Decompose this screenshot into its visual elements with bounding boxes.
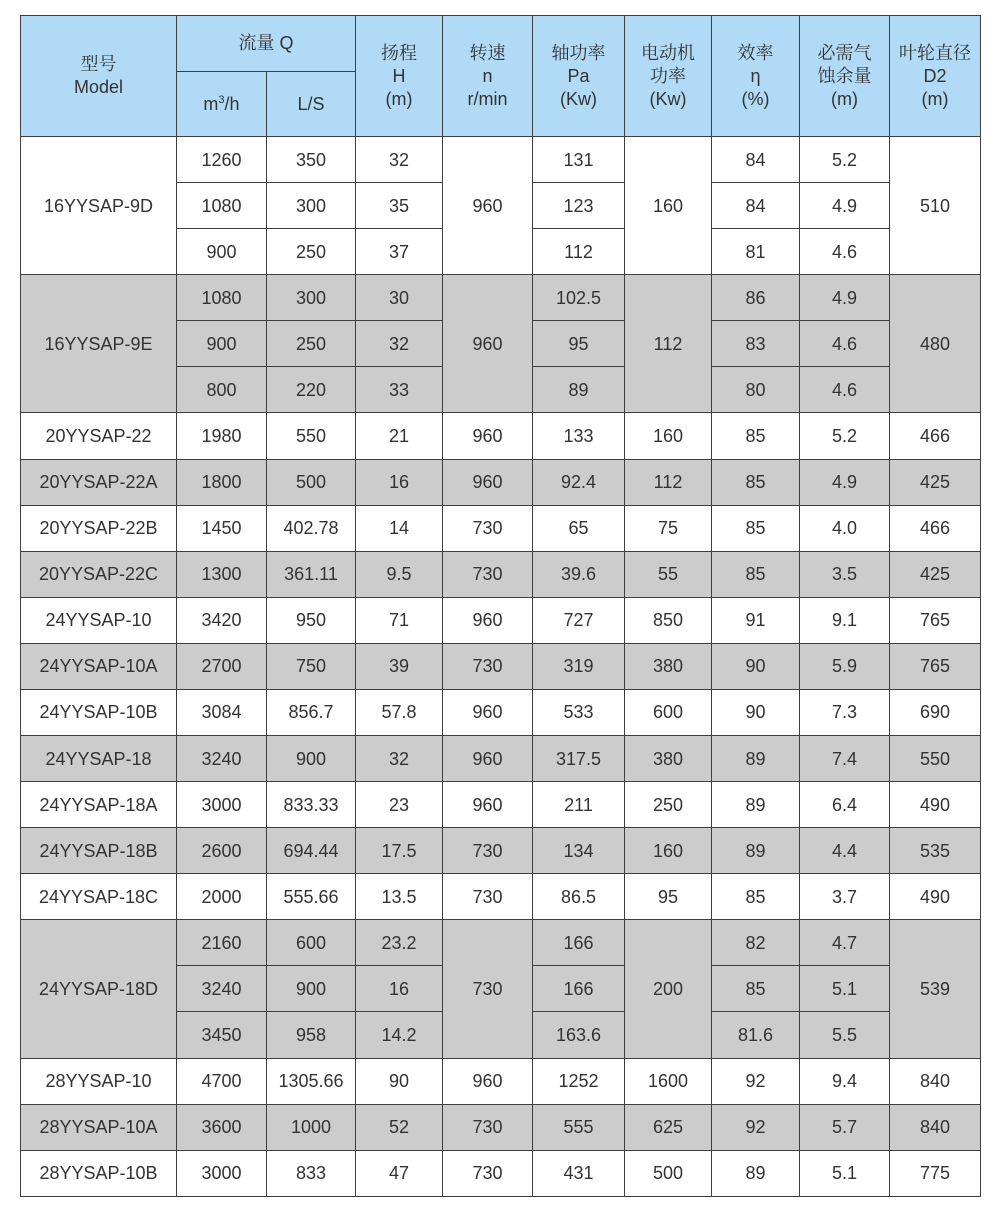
- npsh-cell: 6.4: [800, 782, 890, 828]
- flow-ls-cell: 300: [267, 183, 356, 229]
- head-cell: 32: [356, 137, 443, 183]
- header-flow: 流量 Q: [177, 16, 356, 72]
- efficiency-cell: 85: [712, 459, 800, 505]
- speed-cell: 730: [443, 643, 533, 689]
- head-cell: 57.8: [356, 689, 443, 735]
- flow-m3h-cell: 3000: [177, 1150, 267, 1196]
- shaft-power-cell: 533: [533, 689, 625, 735]
- model-cell: 28YYSAP-10: [21, 1058, 177, 1104]
- head-cell: 90: [356, 1058, 443, 1104]
- shaft-power-cell: 431: [533, 1150, 625, 1196]
- speed-cell: 960: [443, 782, 533, 828]
- npsh-cell: 3.5: [800, 551, 890, 597]
- flow-m3h-cell: 1980: [177, 413, 267, 459]
- impeller-cell: 539: [890, 920, 981, 1058]
- flow-ls-cell: 833: [267, 1150, 356, 1196]
- npsh-cell: 5.5: [800, 1012, 890, 1058]
- speed-cell: 730: [443, 1104, 533, 1150]
- head-cell: 14.2: [356, 1012, 443, 1058]
- flow-ls-cell: 950: [267, 597, 356, 643]
- npsh-cell: 4.9: [800, 459, 890, 505]
- motor-power-cell: 1600: [625, 1058, 712, 1104]
- motor-power-cell: 55: [625, 551, 712, 597]
- flow-ls-cell: 300: [267, 275, 356, 321]
- motor-power-cell: 625: [625, 1104, 712, 1150]
- npsh-cell: 7.4: [800, 736, 890, 782]
- efficiency-cell: 85: [712, 505, 800, 551]
- npsh-cell: 4.6: [800, 321, 890, 367]
- motor-power-cell: 200: [625, 920, 712, 1058]
- head-cell: 9.5: [356, 551, 443, 597]
- flow-m3h-cell: 2700: [177, 643, 267, 689]
- speed-cell: 730: [443, 828, 533, 874]
- impeller-cell: 550: [890, 736, 981, 782]
- shaft-power-cell: 102.5: [533, 275, 625, 321]
- flow-ls-cell: 833.33: [267, 782, 356, 828]
- head-cell: 23: [356, 782, 443, 828]
- flow-ls-cell: 958: [267, 1012, 356, 1058]
- impeller-cell: 840: [890, 1104, 981, 1150]
- speed-cell: 960: [443, 1058, 533, 1104]
- efficiency-cell: 92: [712, 1104, 800, 1150]
- npsh-cell: 5.2: [800, 137, 890, 183]
- head-cell: 47: [356, 1150, 443, 1196]
- impeller-cell: 775: [890, 1150, 981, 1196]
- header-speed: 转速 n r/min: [443, 16, 533, 137]
- impeller-cell: 765: [890, 643, 981, 689]
- efficiency-cell: 82: [712, 920, 800, 966]
- flow-ls-cell: 1000: [267, 1104, 356, 1150]
- npsh-cell: 4.0: [800, 505, 890, 551]
- npsh-cell: 4.4: [800, 828, 890, 874]
- flow-ls-cell: 856.7: [267, 689, 356, 735]
- motor-power-cell: 112: [625, 275, 712, 413]
- flow-ls-cell: 361.11: [267, 551, 356, 597]
- efficiency-cell: 90: [712, 643, 800, 689]
- flow-ls-cell: 250: [267, 229, 356, 275]
- header-shaft-power: 轴功率 Pa (Kw): [533, 16, 625, 137]
- motor-power-cell: 95: [625, 874, 712, 920]
- shaft-power-cell: 131: [533, 137, 625, 183]
- impeller-cell: 490: [890, 874, 981, 920]
- flow-m3h-cell: 3240: [177, 966, 267, 1012]
- flow-m3h-cell: 3600: [177, 1104, 267, 1150]
- head-cell: 32: [356, 321, 443, 367]
- flow-ls-cell: 555.66: [267, 874, 356, 920]
- shaft-power-cell: 727: [533, 597, 625, 643]
- speed-cell: 730: [443, 505, 533, 551]
- flow-m3h-cell: 4700: [177, 1058, 267, 1104]
- npsh-cell: 4.6: [800, 367, 890, 413]
- flow-m3h-cell: 2160: [177, 920, 267, 966]
- motor-power-cell: 160: [625, 413, 712, 459]
- efficiency-cell: 91: [712, 597, 800, 643]
- shaft-power-cell: 1252: [533, 1058, 625, 1104]
- speed-cell: 960: [443, 689, 533, 735]
- impeller-cell: 510: [890, 137, 981, 275]
- motor-power-cell: 500: [625, 1150, 712, 1196]
- shaft-power-cell: 319: [533, 643, 625, 689]
- flow-m3h-cell: 1300: [177, 551, 267, 597]
- model-cell: 24YYSAP-18: [21, 736, 177, 782]
- npsh-cell: 4.9: [800, 183, 890, 229]
- flow-m3h-cell: 900: [177, 321, 267, 367]
- shaft-power-cell: 65: [533, 505, 625, 551]
- npsh-cell: 4.9: [800, 275, 890, 321]
- flow-m3h-cell: 800: [177, 367, 267, 413]
- impeller-cell: 535: [890, 828, 981, 874]
- shaft-power-cell: 39.6: [533, 551, 625, 597]
- pump-spec-table: [20, 15, 981, 1197]
- head-cell: 37: [356, 229, 443, 275]
- flow-ls-cell: 750: [267, 643, 356, 689]
- head-cell: 71: [356, 597, 443, 643]
- model-cell: 24YYSAP-18B: [21, 828, 177, 874]
- shaft-power-cell: 86.5: [533, 874, 625, 920]
- efficiency-cell: 89: [712, 828, 800, 874]
- shaft-power-cell: 92.4: [533, 459, 625, 505]
- flow-ls-cell: 350: [267, 137, 356, 183]
- efficiency-cell: 84: [712, 137, 800, 183]
- speed-cell: 730: [443, 874, 533, 920]
- model-cell: 24YYSAP-10: [21, 597, 177, 643]
- impeller-cell: 425: [890, 551, 981, 597]
- shaft-power-cell: 134: [533, 828, 625, 874]
- header-flow-m3h: $m^3/h$: [177, 72, 267, 137]
- flow-m3h-cell: 1260: [177, 137, 267, 183]
- npsh-cell: 5.9: [800, 643, 890, 689]
- speed-cell: 730: [443, 1150, 533, 1196]
- shaft-power-cell: 555: [533, 1104, 625, 1150]
- flow-m3h-cell: 3084: [177, 689, 267, 735]
- model-cell: 16YYSAP-9D: [21, 137, 177, 275]
- shaft-power-cell: 166: [533, 966, 625, 1012]
- motor-power-cell: 112: [625, 459, 712, 505]
- efficiency-cell: 89: [712, 782, 800, 828]
- impeller-cell: 765: [890, 597, 981, 643]
- flow-ls-cell: 694.44: [267, 828, 356, 874]
- flow-m3h-cell: 1080: [177, 275, 267, 321]
- head-cell: 30: [356, 275, 443, 321]
- head-cell: 16: [356, 966, 443, 1012]
- flow-m3h-cell: 1450: [177, 505, 267, 551]
- efficiency-cell: 85: [712, 966, 800, 1012]
- speed-cell: 960: [443, 275, 533, 413]
- flow-m3h-cell: 1080: [177, 183, 267, 229]
- header-impeller-diameter: 叶轮直径 D2 (m): [890, 16, 981, 137]
- speed-cell: 960: [443, 137, 533, 275]
- shaft-power-cell: 133: [533, 413, 625, 459]
- model-cell: 24YYSAP-10B: [21, 689, 177, 735]
- impeller-cell: 840: [890, 1058, 981, 1104]
- shaft-power-cell: 89: [533, 367, 625, 413]
- head-cell: 13.5: [356, 874, 443, 920]
- impeller-cell: 490: [890, 782, 981, 828]
- head-cell: 23.2: [356, 920, 443, 966]
- motor-power-cell: 250: [625, 782, 712, 828]
- efficiency-cell: 86: [712, 275, 800, 321]
- head-cell: 21: [356, 413, 443, 459]
- efficiency-cell: 81: [712, 229, 800, 275]
- flow-ls-cell: 220: [267, 367, 356, 413]
- npsh-cell: 4.6: [800, 229, 890, 275]
- flow-m3h-cell: 3000: [177, 782, 267, 828]
- npsh-cell: 4.7: [800, 920, 890, 966]
- model-cell: 20YYSAP-22A: [21, 459, 177, 505]
- npsh-cell: 7.3: [800, 689, 890, 735]
- motor-power-cell: 600: [625, 689, 712, 735]
- flow-ls-cell: 600: [267, 920, 356, 966]
- shaft-power-cell: 123: [533, 183, 625, 229]
- efficiency-cell: 92: [712, 1058, 800, 1104]
- npsh-cell: 5.7: [800, 1104, 890, 1150]
- flow-ls-cell: 550: [267, 413, 356, 459]
- head-cell: 32: [356, 736, 443, 782]
- head-cell: 39: [356, 643, 443, 689]
- model-cell: 16YYSAP-9E: [21, 275, 177, 413]
- model-cell: 20YYSAP-22C: [21, 551, 177, 597]
- model-cell: 20YYSAP-22B: [21, 505, 177, 551]
- motor-power-cell: 850: [625, 597, 712, 643]
- npsh-cell: 9.1: [800, 597, 890, 643]
- header-head: 扬程 H (m): [356, 16, 443, 137]
- efficiency-cell: 90: [712, 689, 800, 735]
- npsh-cell: 5.1: [800, 1150, 890, 1196]
- header-flow-ls: L/S: [267, 72, 356, 137]
- motor-power-cell: 160: [625, 828, 712, 874]
- npsh-cell: 9.4: [800, 1058, 890, 1104]
- shaft-power-cell: 112: [533, 229, 625, 275]
- flow-m3h-cell: 2000: [177, 874, 267, 920]
- flow-m3h-cell: 900: [177, 229, 267, 275]
- head-cell: 33: [356, 367, 443, 413]
- head-cell: 14: [356, 505, 443, 551]
- shaft-power-cell: 211: [533, 782, 625, 828]
- impeller-cell: 425: [890, 459, 981, 505]
- flow-m3h-cell: 3240: [177, 736, 267, 782]
- efficiency-cell: 84: [712, 183, 800, 229]
- efficiency-cell: 85: [712, 413, 800, 459]
- efficiency-cell: 83: [712, 321, 800, 367]
- flow-ls-cell: 500: [267, 459, 356, 505]
- header-motor-power: 电动机 功率 (Kw): [625, 16, 712, 137]
- npsh-cell: 3.7: [800, 874, 890, 920]
- flow-ls-cell: 402.78: [267, 505, 356, 551]
- shaft-power-cell: 95: [533, 321, 625, 367]
- npsh-cell: 5.2: [800, 413, 890, 459]
- impeller-cell: 480: [890, 275, 981, 413]
- model-cell: 28YYSAP-10B: [21, 1150, 177, 1196]
- model-cell: 28YYSAP-10A: [21, 1104, 177, 1150]
- head-cell: 16: [356, 459, 443, 505]
- npsh-cell: 5.1: [800, 966, 890, 1012]
- model-cell: 24YYSAP-18C: [21, 874, 177, 920]
- model-cell: 24YYSAP-18D: [21, 920, 177, 1058]
- flow-m3h-cell: 2600: [177, 828, 267, 874]
- shaft-power-cell: 317.5: [533, 736, 625, 782]
- speed-cell: 960: [443, 413, 533, 459]
- speed-cell: 960: [443, 597, 533, 643]
- impeller-cell: 690: [890, 689, 981, 735]
- model-cell: 24YYSAP-10A: [21, 643, 177, 689]
- shaft-power-cell: 166: [533, 920, 625, 966]
- header-efficiency: 效率 η (%): [712, 16, 800, 137]
- speed-cell: 730: [443, 920, 533, 1058]
- flow-ls-cell: 250: [267, 321, 356, 367]
- motor-power-cell: 160: [625, 137, 712, 275]
- efficiency-cell: 81.6: [712, 1012, 800, 1058]
- shaft-power-cell: 163.6: [533, 1012, 625, 1058]
- flow-ls-cell: 900: [267, 736, 356, 782]
- head-cell: 35: [356, 183, 443, 229]
- speed-cell: 960: [443, 459, 533, 505]
- motor-power-cell: 380: [625, 643, 712, 689]
- flow-ls-cell: 900: [267, 966, 356, 1012]
- model-cell: 24YYSAP-18A: [21, 782, 177, 828]
- efficiency-cell: 85: [712, 551, 800, 597]
- head-cell: 52: [356, 1104, 443, 1150]
- header-npsh: 必需气 蚀余量 (m): [800, 16, 890, 137]
- efficiency-cell: 80: [712, 367, 800, 413]
- efficiency-cell: 85: [712, 874, 800, 920]
- head-cell: 17.5: [356, 828, 443, 874]
- motor-power-cell: 75: [625, 505, 712, 551]
- motor-power-cell: 380: [625, 736, 712, 782]
- speed-cell: 960: [443, 736, 533, 782]
- speed-cell: 730: [443, 551, 533, 597]
- flow-m3h-cell: 3450: [177, 1012, 267, 1058]
- flow-m3h-cell: 3420: [177, 597, 267, 643]
- model-cell: 20YYSAP-22: [21, 413, 177, 459]
- impeller-cell: 466: [890, 505, 981, 551]
- efficiency-cell: 89: [712, 1150, 800, 1196]
- efficiency-cell: 89: [712, 736, 800, 782]
- impeller-cell: 466: [890, 413, 981, 459]
- header-model: 型号 Model: [21, 16, 177, 137]
- flow-ls-cell: 1305.66: [267, 1058, 356, 1104]
- flow-m3h-cell: 1800: [177, 459, 267, 505]
